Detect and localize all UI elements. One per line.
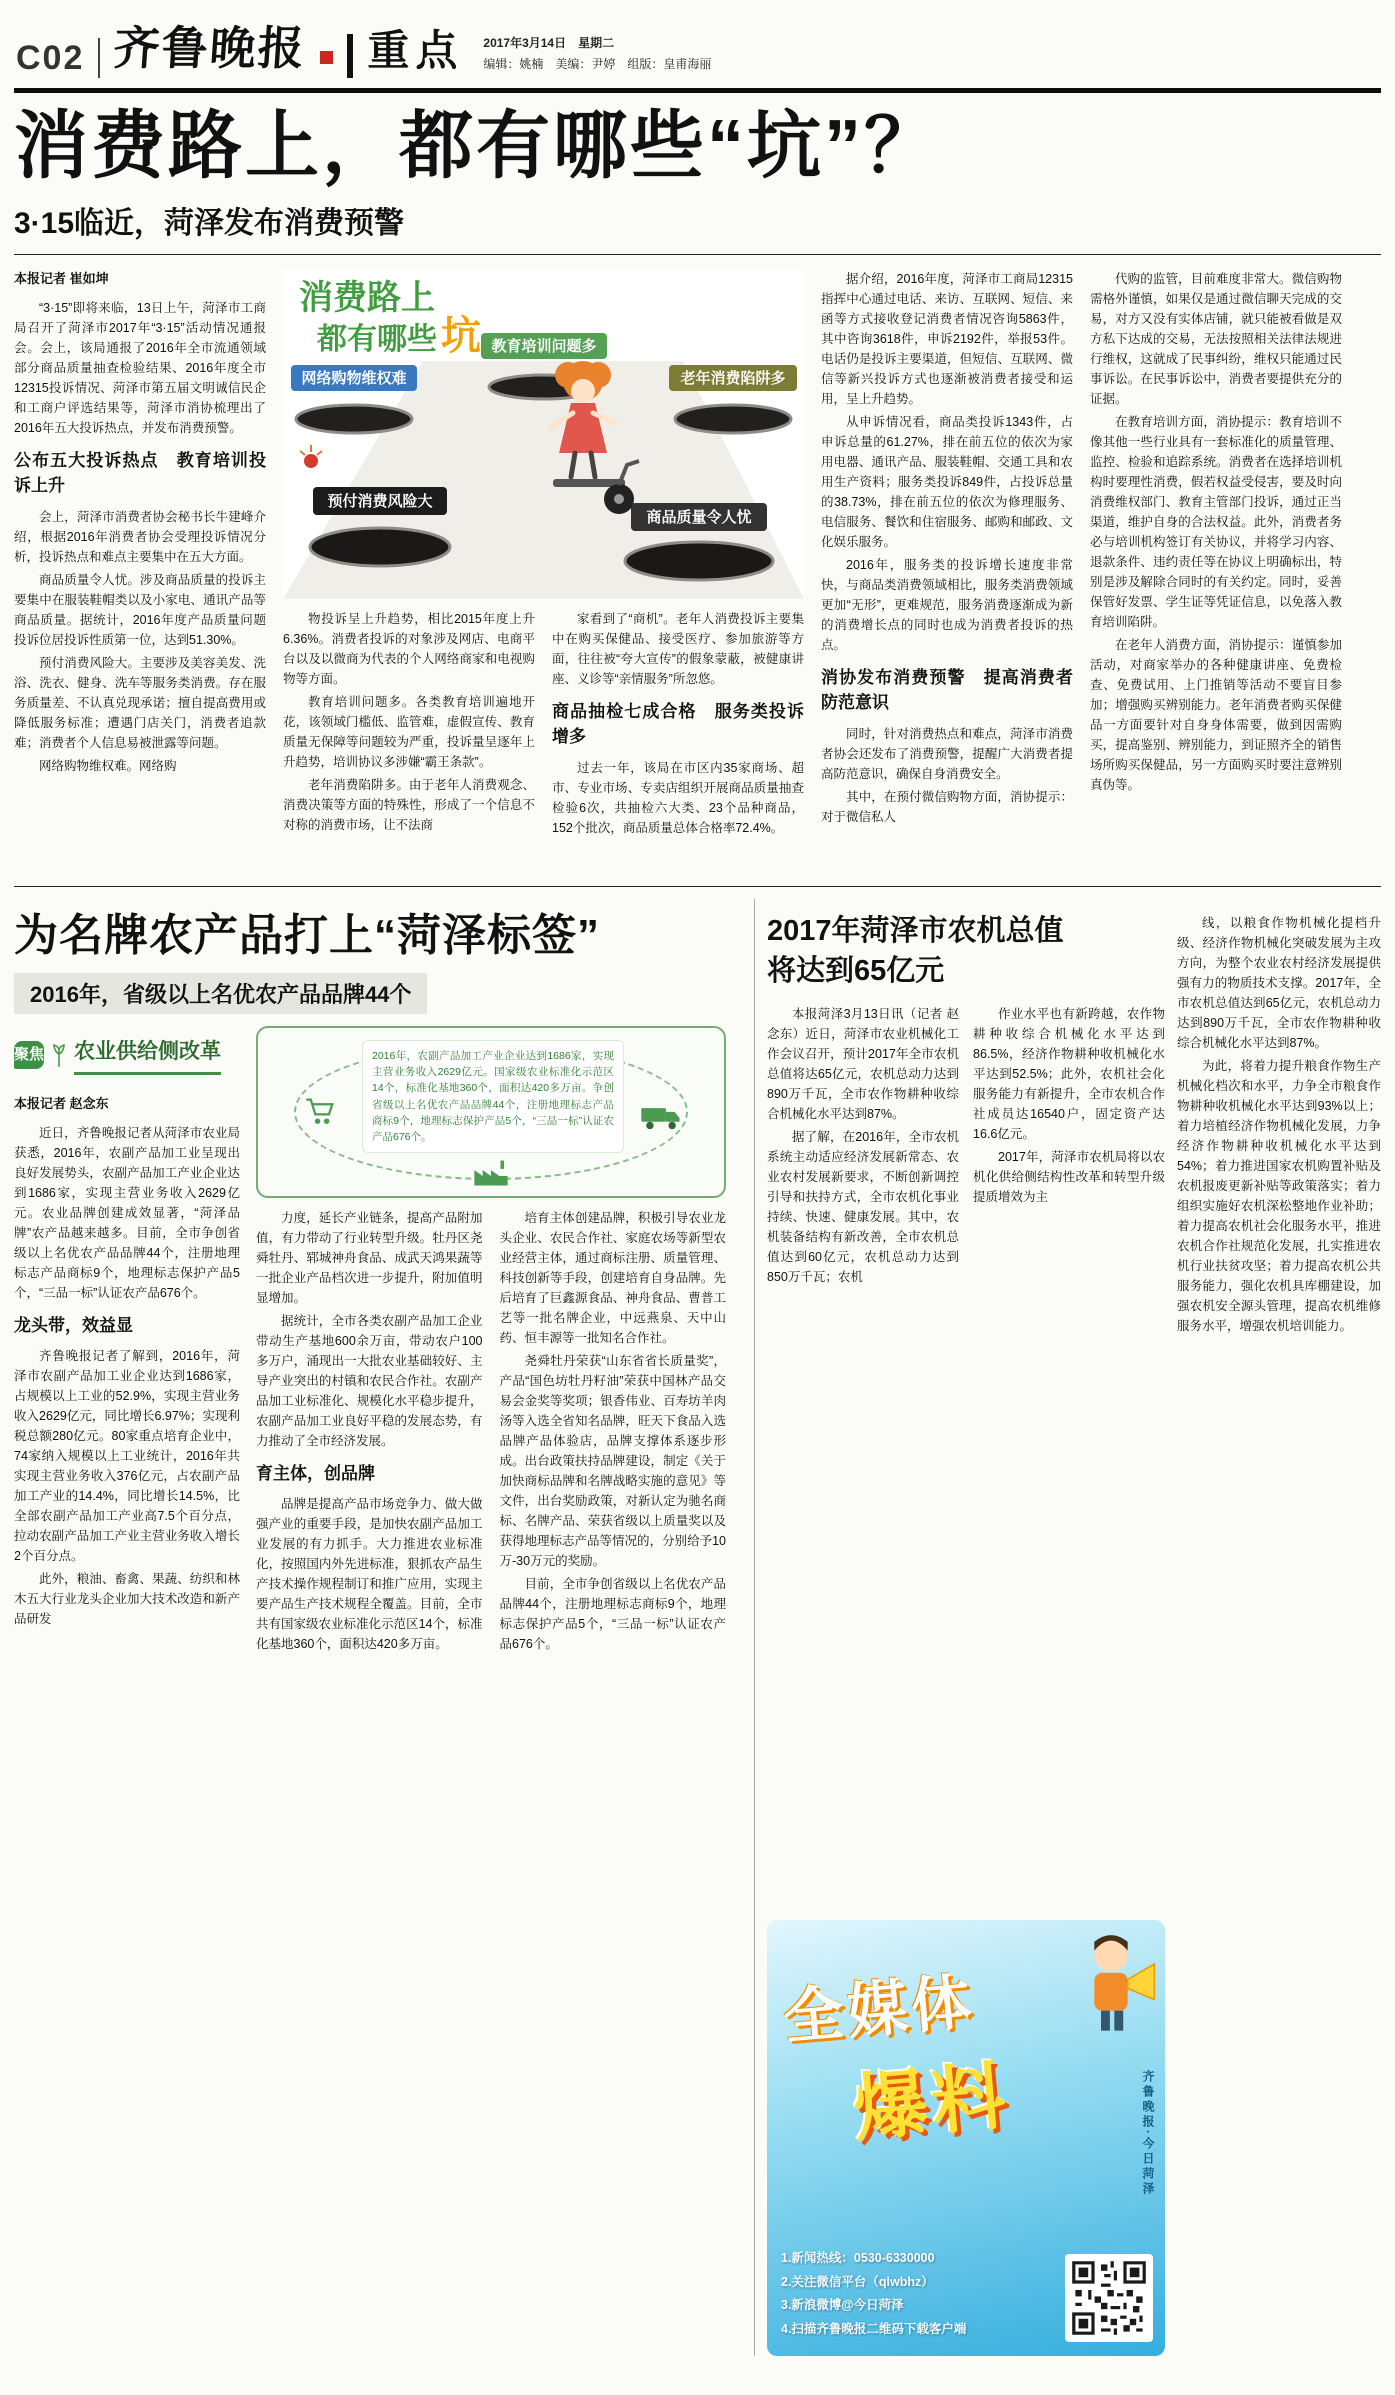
column-subhead: 公布五大投诉热点 教育培训投诉上升 xyxy=(14,450,266,496)
body-paragraph: 据介绍，2016年度，菏泽市工商局12315指挥中心通过电话、来访、互联网、短信、来函等方式接收登记消费者情况咨询5863件，其中咨询3618件，申诉2192件，举报53件。电话仍是投诉主要渠道，但短信、互联网、微信等新兴投诉方式也逐渐被消费者接受和运用，呈上升趋势。 xyxy=(821,271,1073,406)
page-code: C02 xyxy=(16,39,85,77)
body-paragraph: 近日，齐鲁晚报记者从菏泽市农业局获悉，2016年，农副产品加工业呈现出良好发展势头，农副产品加工产业企业达到1686家，实现主营业务收入2629亿元。农业品牌创建成效显著，“菏泽品牌”农产品越来越多。目前，全市争创省级以上名优农产品品牌44个，注册地理标志产品商标9个，地理标志保护产品5个，“三品一标”认证农产品676个。 xyxy=(14,1125,240,1300)
body-paragraph: 齐鲁晚报记者了解到，2016年，菏泽市农副产品加工业企业达到1686家，占规模以上工业的52.9%，实现主营业务收入2629亿元，同比增长6.97%；实现利税总额280亿元。80家重点培育企业中，74家纳入规模以上工业统计，2016年共实现主营业务收入376亿元，占农副产品加工产业的14.4%，同比增长14.5%，比全部农副产品加工产业高7.5个百分点，拉动农副产品加工产业主营业务收入增长2个百分点。 xyxy=(14,1349,240,1564)
pit-label-network xyxy=(291,365,417,391)
masthead-rule xyxy=(14,88,1381,93)
body-paragraph: 目前，全市争创省级以上名优农产品品牌44个，注册地理标志商标9个，地理标志保护产品5个，“三品一标”认证农产品676个。 xyxy=(499,1576,726,1651)
machinery-body xyxy=(767,1004,1165,1910)
lead-column-3-paragraphs xyxy=(552,609,804,838)
qr-code xyxy=(1065,2254,1153,2342)
wheat-icon xyxy=(51,1043,67,1067)
svg-text:教育培训问题多: 教育培训问题多 xyxy=(491,337,597,355)
svg-text:预付消费风险大: 预付消费风险大 xyxy=(327,492,433,510)
focus-label: 农业供给侧改革 xyxy=(74,1035,221,1075)
truck-icon xyxy=(640,1102,682,1132)
cartoon-title-line1: 消费路上 xyxy=(299,278,435,317)
agri-body xyxy=(14,1026,742,2356)
body-paragraph: 3.新浪微博@今日菏泽 xyxy=(781,2298,904,2313)
body-paragraph: 4.扫描齐鲁晚报二维码下载客户端 xyxy=(781,2322,967,2337)
body-paragraph: 2.关注微信平台（qlwbhz） xyxy=(781,2274,934,2289)
body-paragraph: 在老年人消费方面，消协提示：谨慎参加活动，对商家举办的各种健康讲座、免费检查、免费试用、上门推销等活动不要盲目参加；增强购买辨别能力。老年消费者购买保健品一方面要针对自身身体需要，做到因需购买，提高鉴别、辨别能力，到证照齐全的销售场所购买保健品，另一方面购买时要注意辨别真伪等。 xyxy=(1090,637,1342,792)
lead-column-2-paragraphs xyxy=(283,609,535,835)
baoliao-ad xyxy=(767,1920,1165,2356)
body-paragraph: 预付消费风险大。主要涉及美容美发、洗浴、洗衣、健身、洗车等服务类消费。存在服务质量差、不认真兑现承诺；擅自提高费用或降低服务标准；遭遇门店关门，消费者追款难；消费者个人信息易被泄露等问题。 xyxy=(14,655,266,750)
agri-column-group xyxy=(256,1026,726,2356)
bottom-region xyxy=(14,886,1381,2356)
body-paragraph: 从申诉情况看，商品类投诉1343件，占申诉总量的61.27%，排在前五位的依次为家用电器、通讯产品、服装鞋帽、交通工具和农用生产资料；服务类投诉849件，占投诉总量的38.73%，排在前五位的依次为修理服务、电信服务、餐饮和住宿服务、邮购和邮政、文化娱乐服务。 xyxy=(821,414,1073,549)
pit-label-elderly xyxy=(669,365,797,391)
focus-ribbon xyxy=(14,1026,240,1084)
agri-infographic xyxy=(256,1026,726,1198)
section-divider xyxy=(347,34,353,78)
vertical-divider xyxy=(754,899,755,2356)
agri-column-1 xyxy=(14,1026,240,2356)
cartoon-illustration xyxy=(283,269,804,599)
masthead xyxy=(14,0,1381,88)
lead-columns-2-3 xyxy=(283,609,804,872)
svg-text:商品质量令人忧: 商品质量令人忧 xyxy=(646,508,752,526)
body-paragraph: 会上，菏泽市消费者协会秘书长牛建峰介绍，根据2016年消费者协会受理投诉情况分析，投诉热点和难点主要集中在五大方面。 xyxy=(14,509,266,564)
agri-columns-2-3 xyxy=(256,1208,726,2356)
body-paragraph: 作业水平也有新跨越，农作物耕种收综合机械化水平达到86.5%，经济作物耕种收机械化水平达到52.5%；此外，农机社会化服务能力有新提升，全市农机合作社成员达16540户，固定资产达16.6亿元。 xyxy=(973,1007,1165,1142)
lead-column-group xyxy=(283,269,804,872)
column-subhead: 消协发布消费预警 提高消费者防范意识 xyxy=(821,667,1073,713)
focus-badge: 聚焦 xyxy=(14,1041,44,1068)
body-paragraph: 教育培训问题多。各类教育培训遍地开花，该领域门槛低、监管难，虚假宣传、教育质量无保障等问题较为严重，投诉量呈逐年上升趋势，培训协议多涉嫌“霸王条款”。 xyxy=(283,694,535,769)
body-paragraph: 商品质量令人忧。涉及商品质量的投诉主要集中在服装鞋帽类以及小家电、通讯产品等商品质量。据统计，2016年度产品质量问题投诉位居投诉性质第一位，达到51.30%。 xyxy=(14,572,266,647)
lead-column-4 xyxy=(821,269,1073,872)
lead-column-3 xyxy=(552,609,804,872)
body-paragraph: 家看到了“商机”。老年人消费投诉主要集中在购买保健品、接受医疗、参加旅游等方面，往往被“夸大宣传”的假象蒙蔽，被健康讲座、义诊等“亲情服务”所忽悠。 xyxy=(552,611,804,686)
body-paragraph: 据了解，在2016年，全市农机系统主动适应经济发展新常态、农业农村发展新要求，不断创新调控引导和扶持方式，全市农机化事业持续、快速、健康发展。其中，农机装备结构有新改善，全市农机总值达到60亿元，农机总动力达到850万千瓦；农机 xyxy=(767,1130,959,1285)
lead-headline: 消费路上，都有哪些“坑”？ xyxy=(14,104,941,187)
pit-label-education xyxy=(481,333,607,359)
machinery-column-3 xyxy=(1177,899,1381,2356)
firecracker-icon xyxy=(300,445,322,468)
ad-title-baoliao: 爆料 xyxy=(850,2054,1013,2151)
body-paragraph: 在教育培训方面，消协提示：教育培训不像其他一些行业具有一套标准化的质量管理、监控、检验和追踪系统。消费者在选择培训机构时要理性消费，假若权益受侵害，要及时向消费维权部门、教育主管部门投诉，通过正当渠道，维护自身的合法权益。此外，消费者务必与培训机构签订有关协议，并将学习内容、退款条件、违约责任等在协议上明确标出，特别是涉及解除合同时的有关约定。同时，妥善保管好发票、学生证等凭证信息，以免落入教育培训陷阱。 xyxy=(1090,414,1342,629)
masthead-divider xyxy=(98,38,100,78)
date-line: 2017年3月14日 星期二 xyxy=(483,36,615,51)
body-paragraph: 物投诉呈上升趋势，相比2015年度上升6.36%。消费者投诉的对象涉及网店、电商平台以及以微商为代表的个人网络商家和电视购物等方面。 xyxy=(283,611,535,686)
pit-label-prepaid xyxy=(313,487,447,515)
body-paragraph: 品牌是提高产品市场竞争力、做大做强产业的重要手段，是加快农副产品加工业发展的有力抓手。大力推进农业标准化，按照国内外先进标准，狠抓农产品生产技术操作规程制订和推广应用，实现主要产品生产技术规程全覆盖。目前，全市共有国家级农业标准化示范区14个，标准化基地360个，面积达420多万亩。 xyxy=(256,1497,483,1652)
ad-contact-lines xyxy=(781,2247,1019,2342)
agri-byline: 本报记者 赵念东 xyxy=(14,1095,109,1111)
agri-subhead: 2016年，省级以上名优农产品品牌44个 xyxy=(14,973,427,1014)
lead-subhead: 3·15临近，菏泽发布消费预警 xyxy=(14,206,405,240)
lead-column-4-paragraphs xyxy=(821,269,1073,827)
body-paragraph: 2017年，菏泽市农机局将以农机化供给侧结构性改革和转型升级提质增效为主 xyxy=(973,1150,1165,1205)
body-paragraph: 此外，粮油、畜禽、果蔬、纺织和林木五大行业龙头企业加大技术改造和新产品研发 xyxy=(14,1572,240,1627)
agri-column-1-paragraphs xyxy=(14,1123,240,1630)
machinery-headline-line1: 2017年菏泽市农机总值 xyxy=(767,914,1064,947)
body-paragraph: 据统计，全市各类农副产品加工企业带动生产基地600余万亩，带动农户100多万户，涌现出一大批农业基础较好、主导产业突出的村镇和农民合作社。农副产品加工业标准化、规模化水平稳步提升，农副产品加工业良好平稳的发展态势，有力推动了全市经济发展。 xyxy=(256,1313,483,1448)
ad-title-quanmeiti: 全媒体 xyxy=(780,1967,978,2052)
agri-column-2-paragraphs xyxy=(256,1208,483,1655)
machinery-headline-line2: 将达到65亿元 xyxy=(767,955,945,988)
body-paragraph: 培育主体创建品牌，积极引导农业龙头企业、农民合作社、家庭农场等新型农业经营主体，通过商标注册、质量管理、科技创新等手段，创建培育自身品牌。先后培育了巨鑫源食品、神舟食品、曹普工艺等一批名牌企业，中远燕泉、天中山药、恒丰源等一批知名合作社。 xyxy=(499,1210,726,1345)
body-paragraph: 本报菏泽3月13日讯（记者 赵念东）近日，菏泽市农业机械化工作会议召开，预计2017年全市农机总值将达65亿元，农机总动力达到890万千瓦，全市农作物耕种收综合机械化水平达到87%。 xyxy=(767,1007,959,1122)
body-paragraph: 同时，针对消费热点和难点，菏泽市消费者协会还发布了消费预警，提醒广大消费者提高防范意识，确保自身消费安全。 xyxy=(821,726,1073,781)
shopping-cart-icon xyxy=(304,1094,338,1128)
cartoon-title-line2: 都有哪些 坑 xyxy=(317,313,481,358)
agri-headline: 为名牌农产品打上“菏泽标签” xyxy=(14,910,600,960)
lead-body xyxy=(14,254,1381,872)
body-paragraph: 2016年，服务类的投诉增长速度非常快，与商品类消费领域相比，服务类消费领域更加“无形”，更难规范，服务消费逐渐成为新的消费增长点的同时也成为消费者投诉的热点。 xyxy=(821,557,1073,652)
lead-column-5 xyxy=(1090,269,1342,872)
consumer-pitfalls-cartoon xyxy=(283,269,804,599)
body-paragraph: 力度，延长产业链条，提高产品附加值，有力带动了行业转型升级。牡丹区尧舜牡丹、郓城神舟食品、成武天鸿果蔬等一批企业产品档次进一步提升，附加值明显增加。 xyxy=(256,1210,483,1305)
body-paragraph: “3·15”即将来临，13日上午，菏泽市工商局召开了菏泽市2017年“3·15”活动情况通报会。会上，该局通报了2016年全市流通领域部分商品质量抽查检验结果、2016年度全市12315投诉情况、菏泽市第五届文明诚信民企和工商户评选结果等，菏泽市消协梳理出了2016年五大投诉热点，并发布消费预警。 xyxy=(14,300,266,435)
ad-cartoon-character xyxy=(1061,1928,1161,2040)
body-paragraph: 其中，在预付微信购物方面，消协提示：对于微信私人 xyxy=(821,789,1073,824)
lead-column-1-paragraphs xyxy=(14,298,266,776)
body-paragraph: 代购的监管，目前难度非常大。微信购物需格外谨慎，如果仅是通过微信聊天完成的交易，对方又没有实体店铺，就只能被看做是双方私下达成的交易，无法按照相关法律法规进行维权，这就成了民事纠纷，维权只能通过民事诉讼。在民事诉讼中，消费者要提供充分的证据。 xyxy=(1090,271,1342,406)
agri-column-3-paragraphs xyxy=(500,1208,727,1654)
paper-logo: 齐鲁晚报 xyxy=(112,21,309,75)
masthead-meta xyxy=(483,33,711,78)
machinery-column-3-paragraphs xyxy=(1177,913,1381,1336)
svg-text:网络购物维权难: 网络购物维权难 xyxy=(301,369,407,387)
svg-text:老年消费陷阱多: 老年消费陷阱多 xyxy=(680,369,786,387)
lead-byline: 本报记者 崔如坤 xyxy=(14,270,109,286)
body-paragraph: 线，以粮食作物机械化提档升级、经济作物机械化突破发展为主攻方向，为整个农业农村经济发展提供强有力的物质技术支撑。2017年，全市农机总值达到65亿元，农机总动力达到890万千瓦，全市农作物耕种收综合机械化水平达到87%。 xyxy=(1177,915,1381,1050)
staff-line: 编辑：姚楠 美编：尹婷 组版：皇甫海丽 xyxy=(483,56,712,71)
lead-column-1 xyxy=(14,269,266,872)
machinery-main xyxy=(767,899,1165,2356)
body-paragraph: 尧舜牡丹荣获“山东省省长质量奖”，产品“国色坊牡丹籽油”荣获中国林产品交易会金奖等奖项；银香伟业、百寿坊羊肉汤等入选全省知名品牌，旺天下食品入选品牌产品体验店，品牌支撑体系逐步形成。出台政策扶持品牌建设，制定《关于加快商标品牌和名牌战略实施的意见》等文件，出台奖励政策，对新认定为驰名商标、名牌产品、荣获省级以上质量奖以及获得地理标志产品等情况的，分别给予10万-30万元的奖励。 xyxy=(499,1353,726,1568)
agri-article xyxy=(14,899,742,2356)
column-subhead: 商品抽检七成合格 服务类投诉增多 xyxy=(552,701,804,747)
section-name: 重点 xyxy=(367,27,464,74)
body-paragraph: 过去一年，该局在市区内35家商场、超市、专业市场、专卖店组织开展商品质量抽查检验6次，共抽检六大类、23个品种商品，152个批次，商品质量总体合格率72.4%。 xyxy=(552,760,804,835)
machinery-column-2-paragraphs xyxy=(973,1004,1165,1207)
logo-seal xyxy=(320,51,333,64)
column-subhead: 龙头带，效益显 xyxy=(14,1315,133,1335)
pit-label-quality xyxy=(631,503,767,531)
machinery-column-1-paragraphs xyxy=(767,1004,959,1287)
column-subhead: 育主体，创品牌 xyxy=(256,1463,375,1483)
agri-column-2 xyxy=(256,1208,483,2356)
body-paragraph: 为此，将着力提升粮食作物生产机械化档次和水平，力争全市粮食作物耕种收机械化水平达到93%以上；着力培植经济作物机械化发展，力争经济作物耕种收机械化水平达到54%；着力推进国家农机购置补贴及农机报废更新补贴等政策落实；着力组织实施好农机深松整地作业补助；着力提高农机社会化服务水平，推进农机合作社规范化发展，扎实推进农机行业扶贫攻坚；着力提高农机公共服务能力，强化农机具库棚建设，加强农机安全源头管理，提高农机维修服务水平，增强农机培训能力。 xyxy=(1177,1058,1381,1333)
factory-icon xyxy=(472,1157,510,1188)
body-paragraph: 老年消费陷阱多。由于老年人消费观念、消费决策等方面的特殊性，形成了一个信息不对称的消费市场，让不法商 xyxy=(283,777,535,832)
machinery-headline xyxy=(767,899,1165,1004)
machinery-article xyxy=(767,899,1381,2356)
agri-column-3 xyxy=(500,1208,727,2356)
ad-side-note: 齐鲁晚报·今日菏泽 xyxy=(1141,2069,1155,2197)
body-paragraph: 1.新闻热线：0530-6330000 xyxy=(781,2250,935,2265)
machinery-column-1 xyxy=(767,1004,959,1910)
lead-column-2 xyxy=(283,609,535,872)
infographic-stats-text: 2016年，农副产品加工产业企业达到1686家，实现主营业务收入2629亿元。国家级农业标准化示范区14个，标准化基地360个，面积达420多万亩。争创省级以上名优农产品品牌44个，注册地理标志产品商标9个，地理标志保护产品5个，“三品一标”认证农产品676个。 xyxy=(362,1040,624,1154)
machinery-column-2 xyxy=(973,1004,1165,1910)
lead-article xyxy=(14,105,1381,872)
lead-column-5-paragraphs xyxy=(1090,269,1342,795)
body-paragraph: 网络购物维权难。网络购 xyxy=(39,758,177,773)
